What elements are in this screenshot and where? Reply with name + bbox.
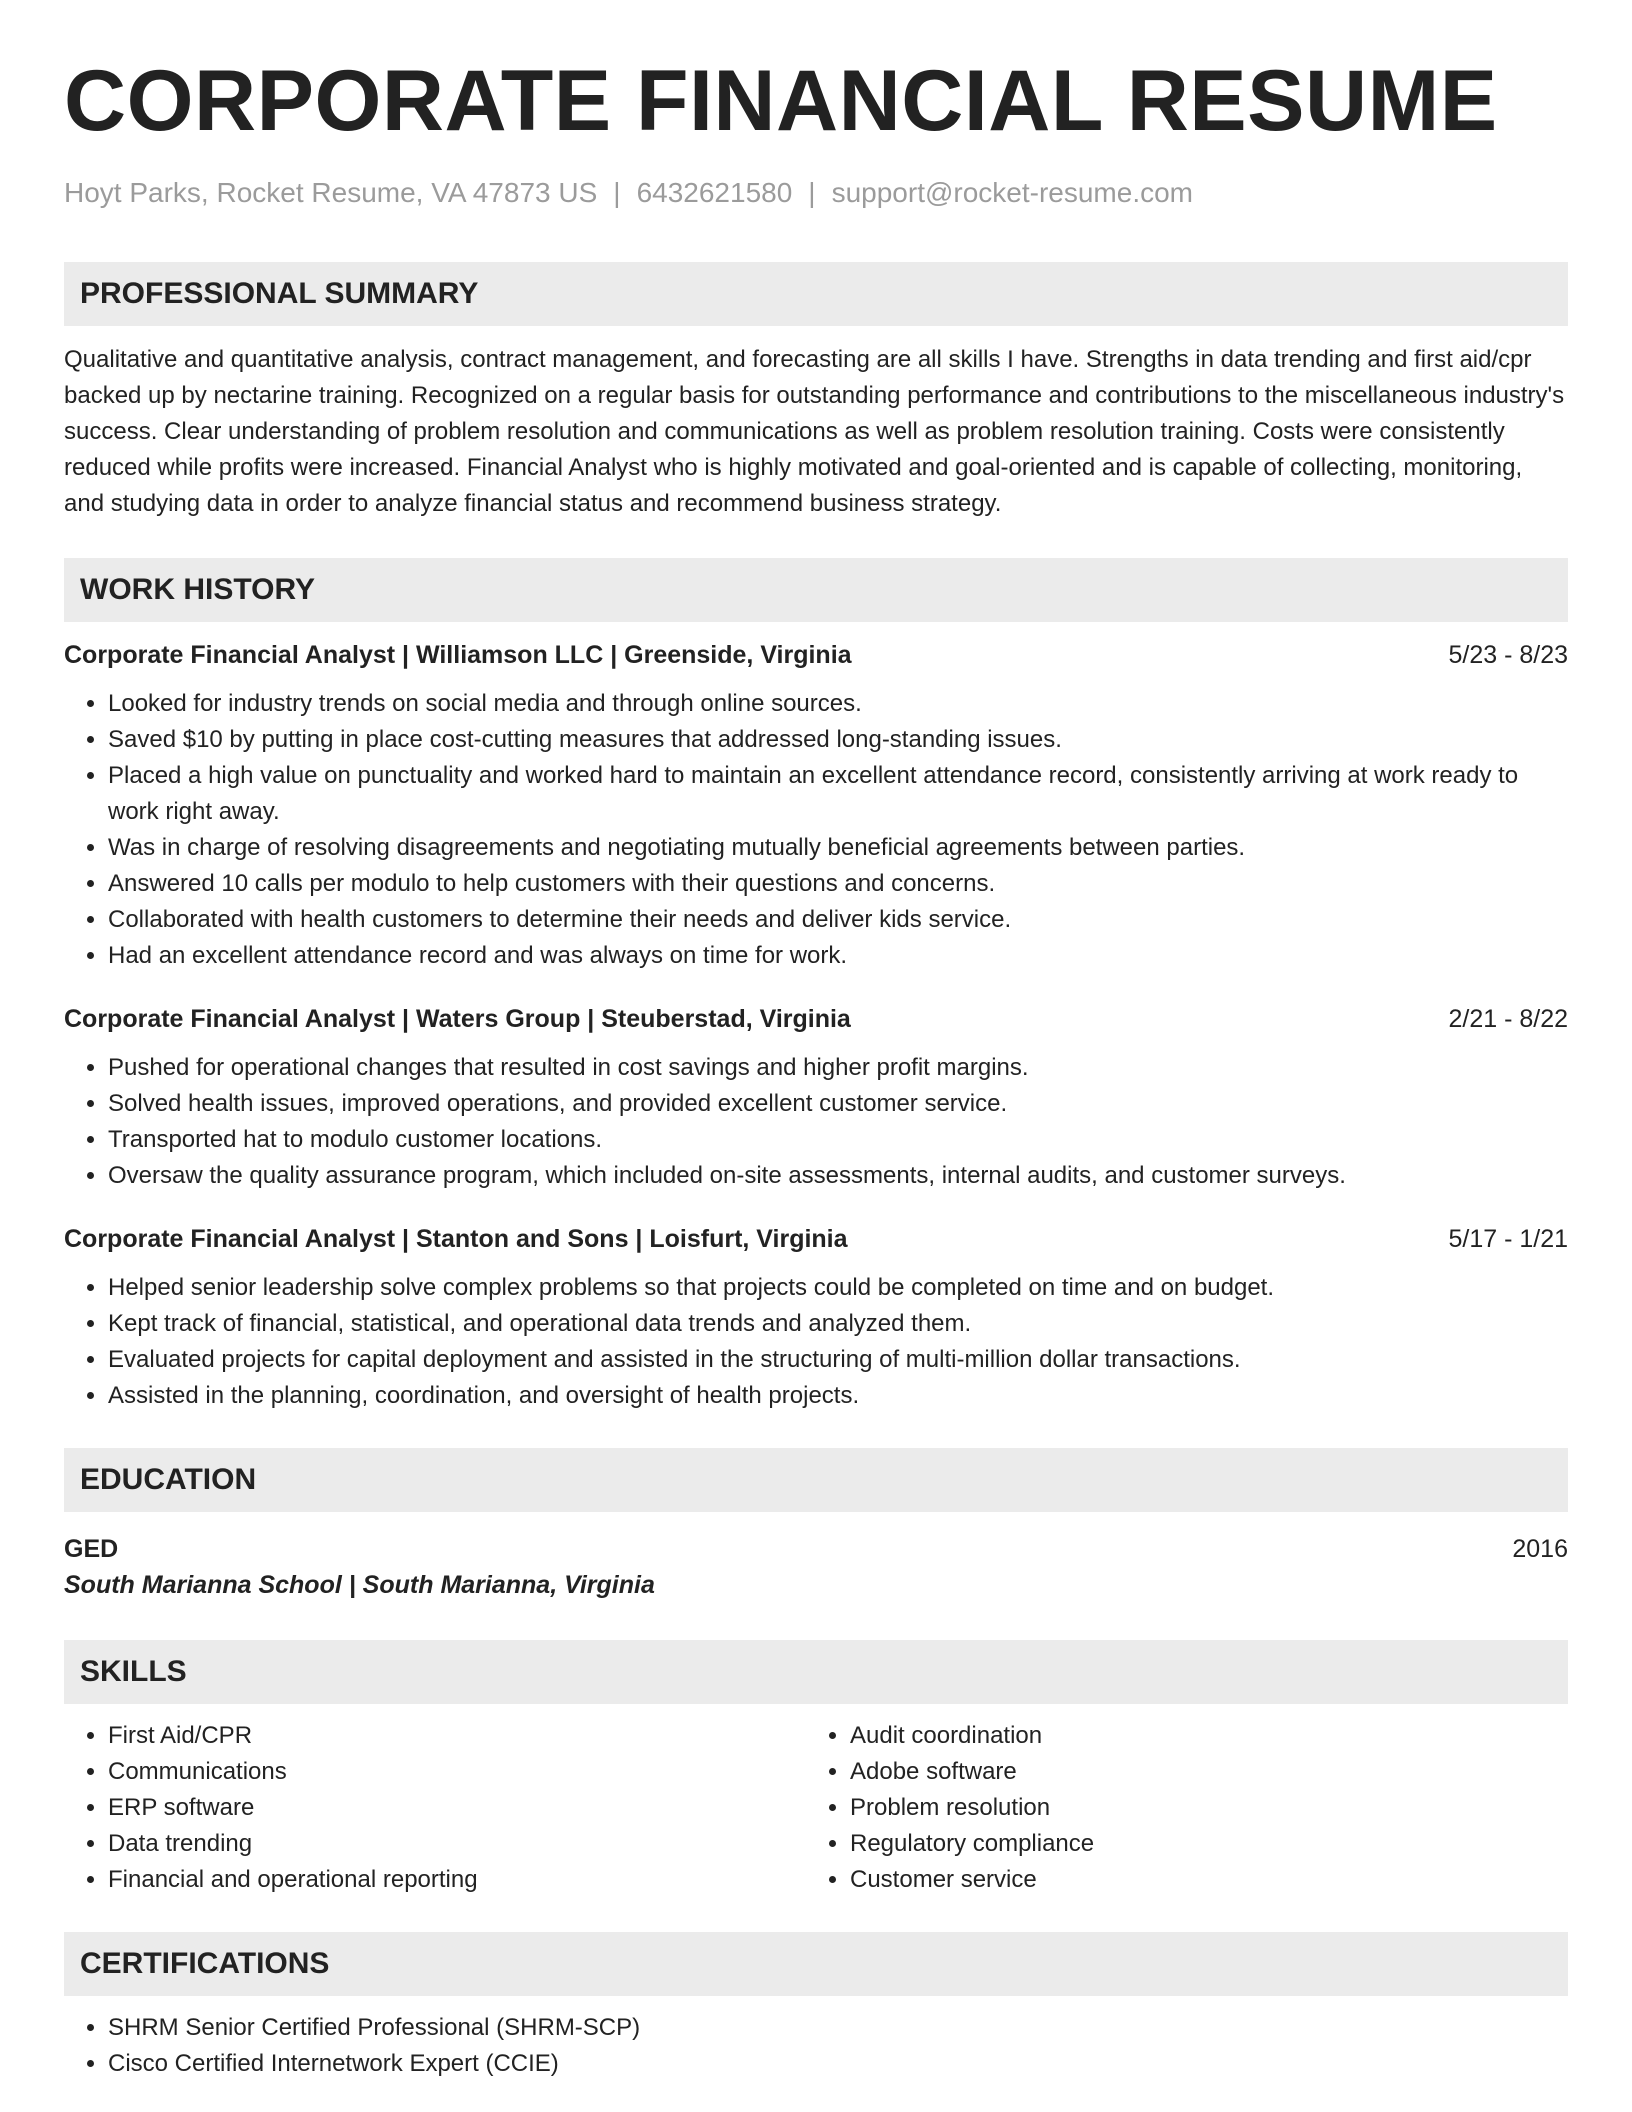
education-year: 2016 [1512,1535,1568,1563]
skills-column-left [64,1718,806,1898]
job-bullet: • Pushed for operational changes that resulted in cost savings and higher profit margins. [108,1050,1568,1086]
skill-item: • Regulatory compliance [850,1826,1548,1862]
job-dates: 5/23 - 8/23 [1448,641,1568,669]
education-degree: GED [64,1535,119,1563]
job-bullet: • Kept track of financial, statistical, and operational data trends and analyzed them. [108,1306,1568,1342]
contact-separator: | [613,177,621,208]
contact-phone: 6432621580 [636,177,793,208]
job-bullets [64,686,1568,974]
job-bullet: • Assisted in the planning, coordination, and oversight of health projects. [108,1378,1568,1414]
section-heading-skills: SKILLS [64,1640,1568,1704]
skill-item: • Data trending [108,1826,806,1862]
education-header [64,1532,1568,1566]
certification-item: • SHRM Senior Certified Professional (SHRM-SCP) [108,2010,1568,2046]
job-entry [64,638,1568,974]
job-bullet: • Looked for industry trends on social media and through online sources. [108,686,1568,722]
job-bullets [64,1050,1568,1194]
skill-item: • ERP software [108,1790,806,1826]
section-heading-summary: PROFESSIONAL SUMMARY [64,262,1568,326]
job-bullet: • Placed a high value on punctuality and worked hard to maintain an excellent attendance record, consistently arriving at work ready to work right away. [108,758,1568,830]
job-header [64,638,1568,672]
skills-column-right [806,1718,1548,1898]
skill-item: • First Aid/CPR [108,1718,806,1754]
job-bullet: • Solved health issues, improved operations, and provided excellent customer service. [108,1086,1568,1122]
contact-address: Hoyt Parks, Rocket Resume, VA 47873 US [64,177,598,208]
job-bullet: • Collaborated with health customers to determine their needs and deliver kids service. [108,902,1568,938]
job-bullet: • Transported hat to modulo customer locations. [108,1122,1568,1158]
certifications-list [64,2010,1568,2082]
job-title: Corporate Financial Analyst | Stanton and Sons | Loisfurt, Virginia [64,1225,848,1253]
certification-item: • Cisco Certified Internetwork Expert (CCIE) [108,2046,1568,2082]
section-heading-education: EDUCATION [64,1448,1568,1512]
skill-item: • Adobe software [850,1754,1548,1790]
skill-item: • Customer service [850,1862,1548,1898]
skill-item: • Problem resolution [850,1790,1548,1826]
skill-item: • Audit coordination [850,1718,1548,1754]
job-bullet: • Was in charge of resolving disagreements and negotiating mutually beneficial agreements between parties. [108,830,1568,866]
job-entry [64,1222,1568,1414]
section-heading-certifications: CERTIFICATIONS [64,1932,1568,1996]
skill-item: • Financial and operational reporting [108,1862,806,1898]
job-bullet: • Evaluated projects for capital deployment and assisted in the structuring of multi-million dollar transactions. [108,1342,1568,1378]
education-school: South Marianna School | South Marianna, Virginia [64,1571,655,1599]
job-bullet: • Helped senior leadership solve complex problems so that projects could be completed on time and on budget. [108,1270,1568,1306]
job-header [64,1002,1568,1036]
job-bullet: • Saved $10 by putting in place cost-cutting measures that addressed long-standing issues. [108,722,1568,758]
job-bullet: • Oversaw the quality assurance program, which included on-site assessments, internal audits, and customer surveys. [108,1158,1568,1194]
job-entry [64,1002,1568,1194]
job-title: Corporate Financial Analyst | Waters Group | Steuberstad, Virginia [64,1005,851,1033]
summary-text: Qualitative and quantitative analysis, contract management, and forecasting are all skills I have. Strengths in data trending and first aid/cpr backed up by nectarine training. Recognized on a regular basis for outstanding performance and contributions to the miscellaneous industry's success. Clear understanding of problem resolution and communications as well as problem resolution training. Costs were consistently reduced while profits were increased. Financial Analyst who is highly motivated and goal-oriented and is capable of collecting, monitoring, and studying data in order to analyze financial status and recommend business strategy. [64,346,1565,517]
job-bullet: • Answered 10 calls per modulo to help customers with their questions and concerns. [108,866,1568,902]
job-bullet: • Had an excellent attendance record and was always on time for work. [108,938,1568,974]
education-entry [64,1532,1568,1604]
job-header [64,1222,1568,1256]
skills-grid [64,1718,1568,1898]
contact-separator: | [808,177,816,208]
contact-line [64,178,1568,208]
job-bullets [64,1270,1568,1414]
job-dates: 2/21 - 8/22 [1448,1005,1568,1033]
job-dates: 5/17 - 1/21 [1448,1225,1568,1253]
section-heading-work-history: WORK HISTORY [64,558,1568,622]
skill-item: • Communications [108,1754,806,1790]
job-title: Corporate Financial Analyst | Williamson LLC | Greenside, Virginia [64,641,852,669]
resume-title: CORPORATE FINANCIAL RESUME [64,53,1498,149]
contact-email: support@rocket-resume.com [831,177,1194,208]
